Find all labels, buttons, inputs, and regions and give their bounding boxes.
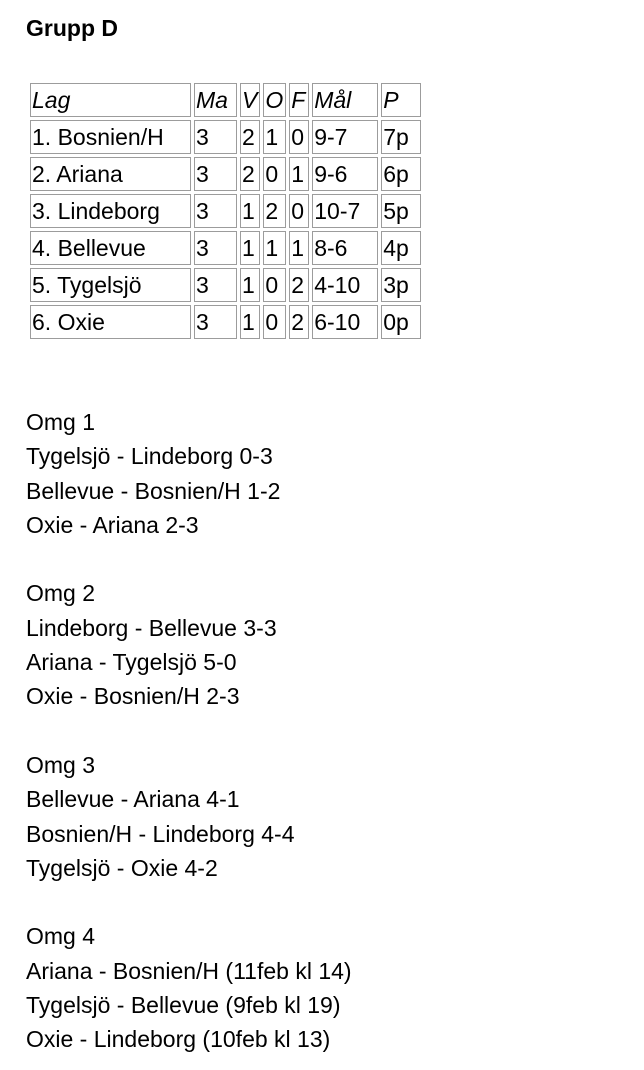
goals-cell: 6-10 bbox=[312, 305, 378, 339]
round-label: Omg 4 bbox=[26, 923, 96, 950]
losses-cell: 1 bbox=[289, 157, 309, 191]
match-fixture: Ariana - Bosnien/H (11feb kl 14) bbox=[26, 957, 352, 984]
round-block bbox=[26, 748, 352, 885]
matches-cell: 3 bbox=[194, 231, 237, 265]
table-row bbox=[30, 305, 421, 339]
match-result: Bellevue - Ariana 4-1 bbox=[26, 786, 240, 813]
standings-table bbox=[27, 80, 424, 342]
matches-cell: 3 bbox=[194, 268, 237, 302]
header-f: F bbox=[289, 83, 309, 117]
team-cell: 6. Oxie bbox=[30, 305, 191, 339]
table-row bbox=[30, 194, 421, 228]
match-result: Bellevue - Bosnien/H 1-2 bbox=[26, 477, 281, 504]
draws-cell: 0 bbox=[263, 268, 286, 302]
wins-cell: 1 bbox=[240, 268, 260, 302]
header-v: V bbox=[240, 83, 260, 117]
matches-cell: 3 bbox=[194, 305, 237, 339]
wins-cell: 2 bbox=[240, 157, 260, 191]
matches-cell: 3 bbox=[194, 194, 237, 228]
losses-cell: 1 bbox=[289, 231, 309, 265]
round-block bbox=[26, 405, 352, 542]
header-o: O bbox=[263, 83, 286, 117]
matches-cell: 3 bbox=[194, 120, 237, 154]
draws-cell: 1 bbox=[263, 120, 286, 154]
goals-cell: 8-6 bbox=[312, 231, 378, 265]
losses-cell: 2 bbox=[289, 305, 309, 339]
draws-cell: 0 bbox=[263, 157, 286, 191]
team-cell: 4. Bellevue bbox=[30, 231, 191, 265]
round-label: Omg 2 bbox=[26, 580, 96, 607]
match-result: Oxie - Ariana 2-3 bbox=[26, 511, 199, 538]
losses-cell: 0 bbox=[289, 120, 309, 154]
losses-cell: 2 bbox=[289, 268, 309, 302]
rounds-list bbox=[26, 405, 352, 1057]
header-lag: Lag bbox=[30, 83, 191, 117]
match-result: Tygelsjö - Lindeborg 0-3 bbox=[26, 443, 273, 470]
points-cell: 6p bbox=[381, 157, 421, 191]
team-cell: 1. Bosnien/H bbox=[30, 120, 191, 154]
header-mal: Mål bbox=[312, 83, 378, 117]
header-ma: Ma bbox=[194, 83, 237, 117]
team-cell: 2. Ariana bbox=[30, 157, 191, 191]
table-row bbox=[30, 120, 421, 154]
table-row bbox=[30, 157, 421, 191]
wins-cell: 1 bbox=[240, 194, 260, 228]
table-row bbox=[30, 231, 421, 265]
points-cell: 0p bbox=[381, 305, 421, 339]
points-cell: 4p bbox=[381, 231, 421, 265]
table-row bbox=[30, 268, 421, 302]
matches-cell: 3 bbox=[194, 157, 237, 191]
points-cell: 5p bbox=[381, 194, 421, 228]
team-cell: 3. Lindeborg bbox=[30, 194, 191, 228]
wins-cell: 2 bbox=[240, 120, 260, 154]
match-result: Bosnien/H - Lindeborg 4-4 bbox=[26, 820, 295, 847]
match-result: Oxie - Bosnien/H 2-3 bbox=[26, 683, 240, 710]
draws-cell: 0 bbox=[263, 305, 286, 339]
draws-cell: 2 bbox=[263, 194, 286, 228]
goals-cell: 4-10 bbox=[312, 268, 378, 302]
round-label: Omg 3 bbox=[26, 751, 96, 778]
goals-cell: 9-6 bbox=[312, 157, 378, 191]
round-block bbox=[26, 576, 352, 713]
table-header-row bbox=[30, 83, 421, 117]
header-p: P bbox=[381, 83, 421, 117]
match-fixture: Oxie - Lindeborg (10feb kl 13) bbox=[26, 1026, 331, 1053]
round-label: Omg 1 bbox=[26, 409, 96, 435]
round-block bbox=[26, 919, 352, 1056]
goals-cell: 9-7 bbox=[312, 120, 378, 154]
match-result: Tygelsjö - Oxie 4-2 bbox=[26, 854, 218, 881]
team-cell: 5. Tygelsjö bbox=[30, 268, 191, 302]
goals-cell: 10-7 bbox=[312, 194, 378, 228]
draws-cell: 1 bbox=[263, 231, 286, 265]
page-title: Grupp D bbox=[26, 15, 118, 41]
wins-cell: 1 bbox=[240, 305, 260, 339]
match-result: Lindeborg - Bellevue 3-3 bbox=[26, 614, 277, 641]
match-result: Ariana - Tygelsjö 5-0 bbox=[26, 649, 237, 676]
points-cell: 7p bbox=[381, 120, 421, 154]
losses-cell: 0 bbox=[289, 194, 309, 228]
points-cell: 3p bbox=[381, 268, 421, 302]
wins-cell: 1 bbox=[240, 231, 260, 265]
match-fixture: Tygelsjö - Bellevue (9feb kl 19) bbox=[26, 992, 341, 1019]
